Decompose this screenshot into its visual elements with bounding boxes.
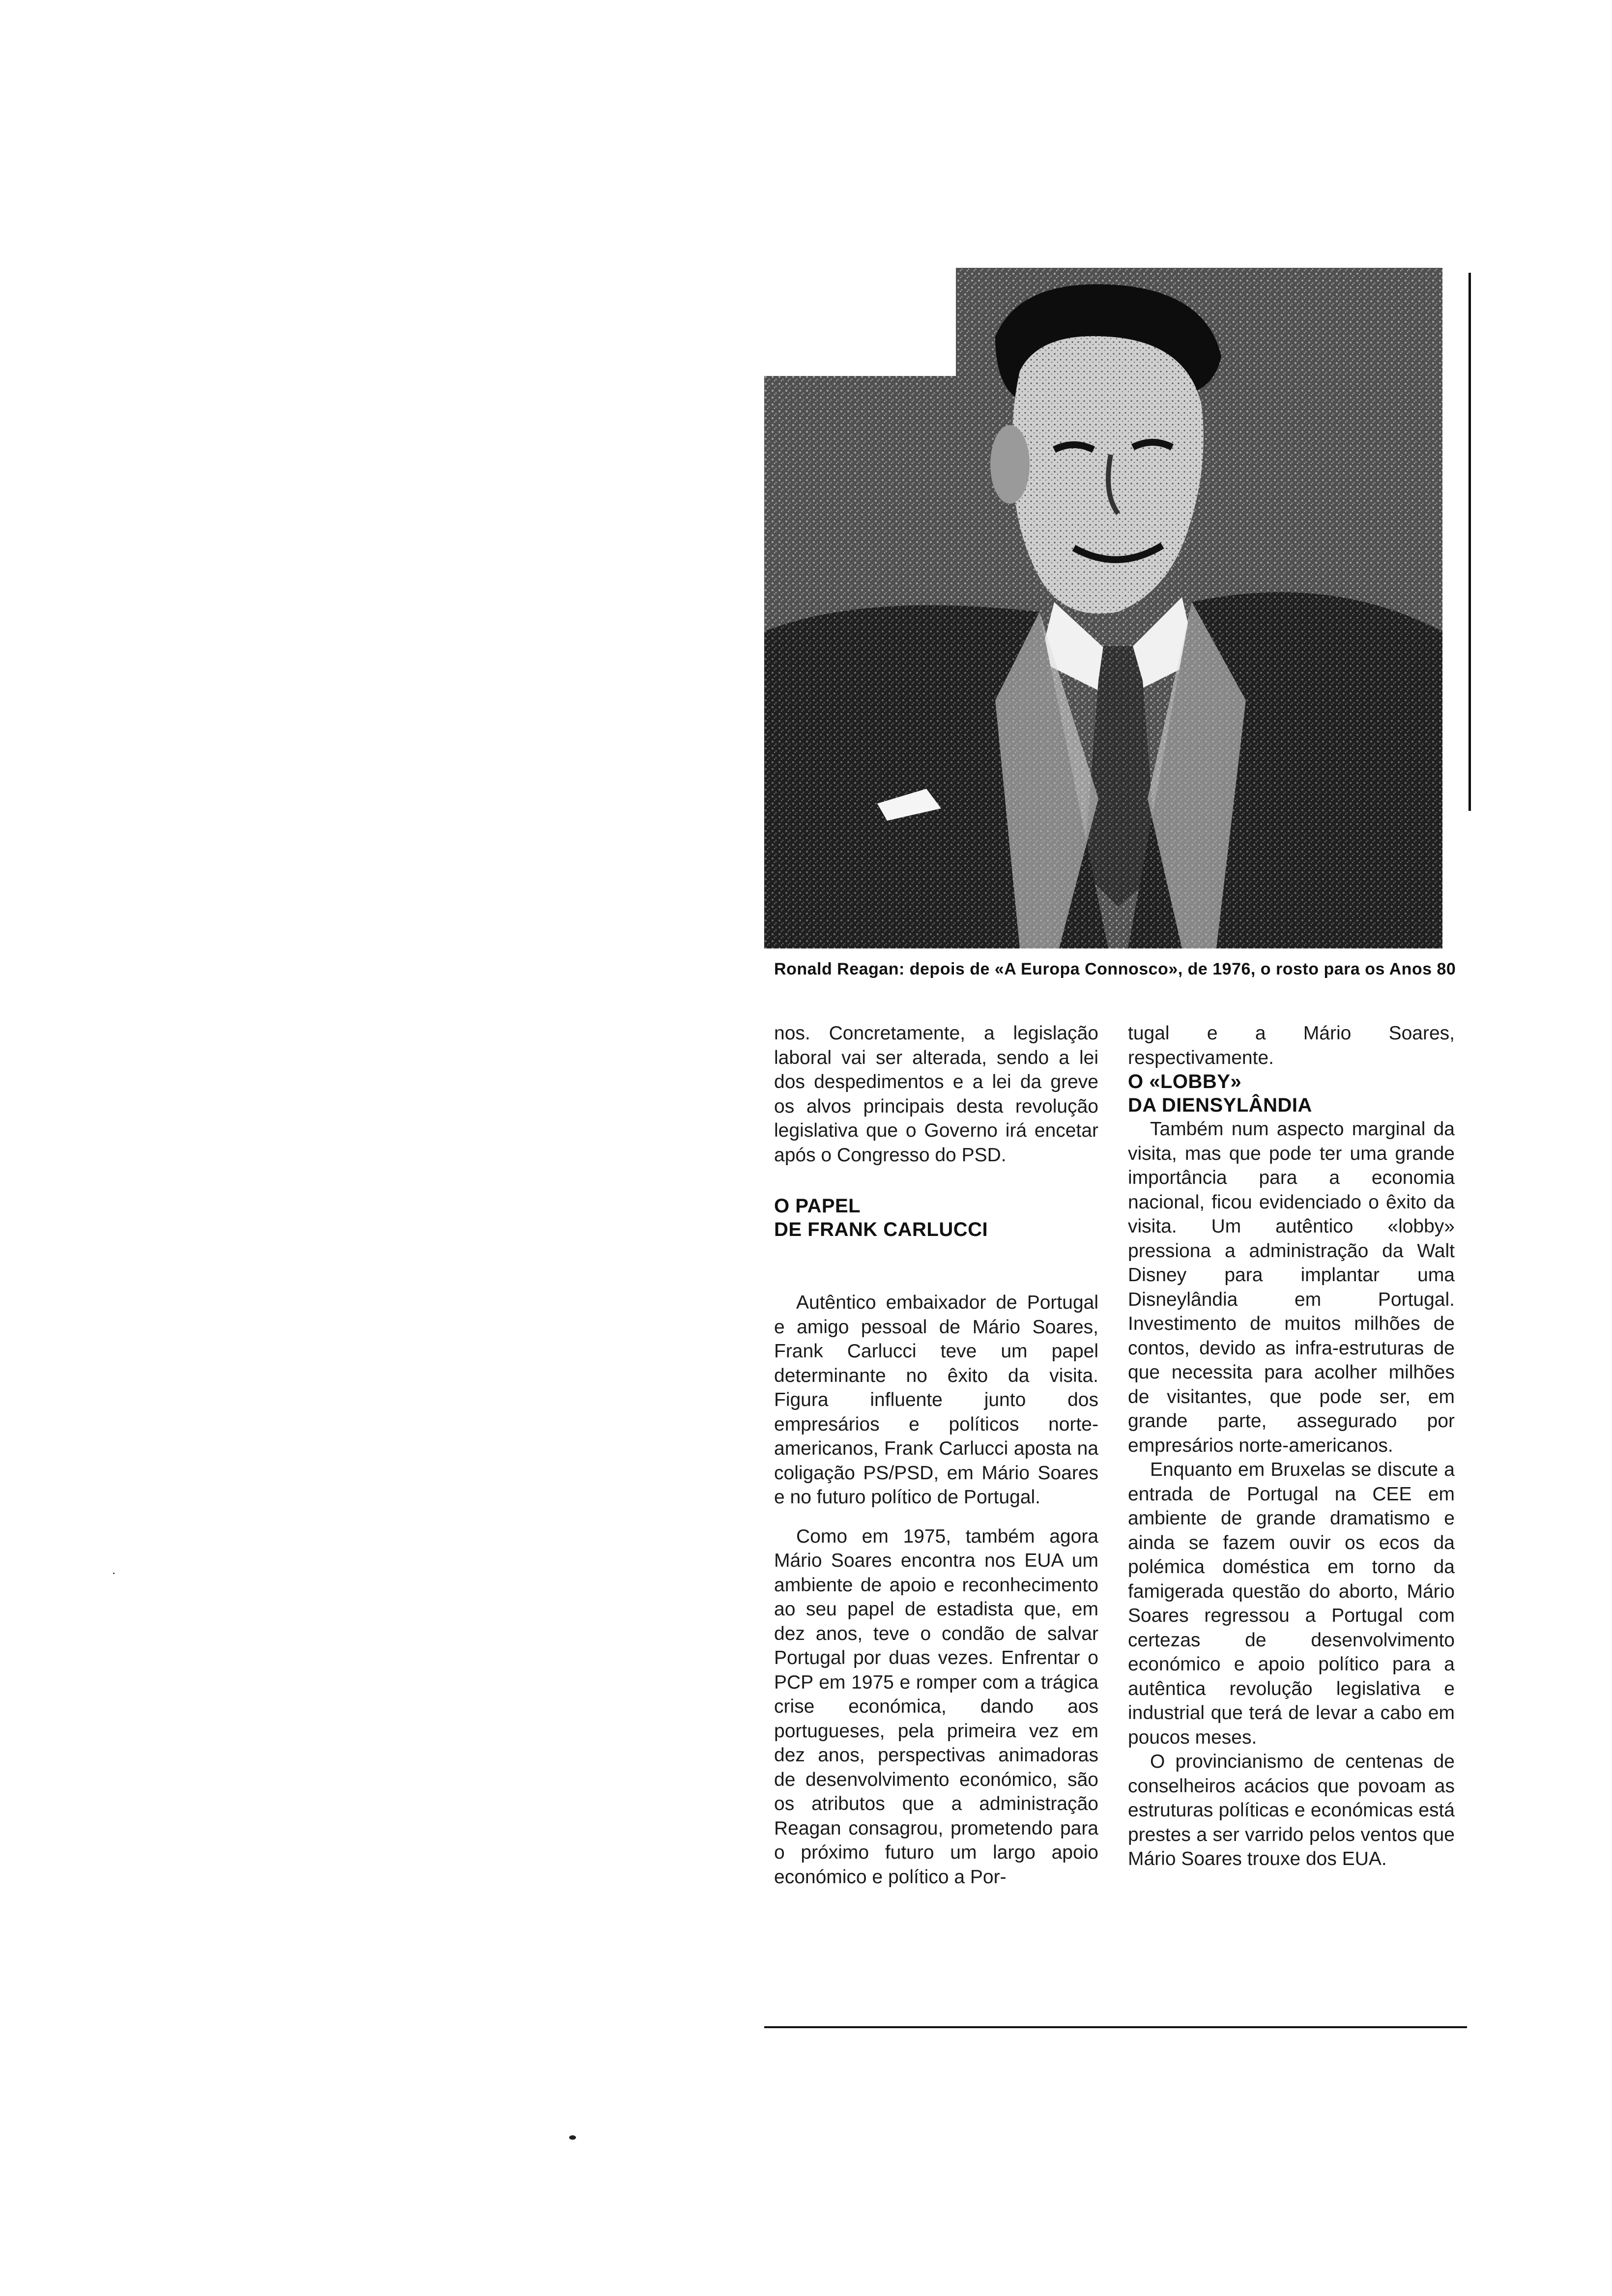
bottom-rule xyxy=(764,2026,1467,2028)
right-paragraph-2: Também num aspecto marginal da visita, mas que pode ter uma grande importância para a economia nacional, ficou evidenciado o êxito da visita. Um autêntico «lobby» pressiona a administração da Walt Disney para implantar uma Disneylândia em Portugal. Investimento de muitos milhões de contos, devido as infra-estruturas de que necessita para acolher milhões de visitantes, que pode ser, em grande parte, assegurado por empresários norte-americanos. xyxy=(1128,1119,1455,1456)
subhead-carlucci-line1: O PAPEL xyxy=(774,1195,861,1217)
column-rule xyxy=(1468,273,1471,811)
right-paragraph-3: Enquanto em Bruxelas se discute a entrada de Portugal na CEE em ambiente de grande dramatismo e ainda se fazem ouvir os ecos da polémica doméstica em torno da famigerada questão do aborto, Mário Soares regressou a Portugal com certezas de desenvolvimento económico e apoio político para a autêntica revolução legislativa e industrial que terá de levar a cabo em poucos meses. xyxy=(1128,1459,1455,1748)
right-column xyxy=(1128,1021,1455,1871)
subhead-lobby-line1: O «LOBBY» xyxy=(1128,1071,1242,1092)
portrait-photo xyxy=(764,258,1442,948)
left-paragraph-1: nos. Concretamente, a legislação laboral vai ser alterada, sendo a lei dos despedimentos e a lei da greve os alvos principais desta revolução legislativa que o Governo irá encetar após o Congresso do PSD. xyxy=(774,1023,1098,1166)
left-paragraph-2: Autêntico embaixador de Portugal e amigo pessoal de Mário Soares, Frank Carlucci teve um papel determinante no êxito da visita. Figura influente junto dos empresários e políticos norte-americanos, Frank Carlucci aposta na coligação PS/PSD, em Mário Soares e no futuro político de Portugal. xyxy=(774,1292,1098,1508)
scan-speck xyxy=(113,1573,115,1574)
right-paragraph-4: O provincianismo de centenas de conselheiros acácios que povoam as estruturas políticas e económicas está prestes a ser varrido pelos ventos que Mário Soares trouxe dos EUA. xyxy=(1128,1751,1455,1869)
scan-speck xyxy=(569,2135,576,2140)
right-paragraph-1: tugal e a Mário Soares, respectivamente. xyxy=(1128,1023,1455,1068)
subhead-carlucci-line2: DE FRANK CARLUCCI xyxy=(774,1219,988,1240)
subhead-lobby-line2: DA DIENSYLÂNDIA xyxy=(1128,1094,1312,1116)
left-paragraph-3: Como em 1975, também agora Mário Soares encontra nos EUA um ambiente de apoio e reconhecimento ao seu papel de estadista que, em dez anos, teve o condão de salvar Portugal por duas vezes. Enfrentar o PCP em 1975 e romper com a trágica crise económica, dando aos portugueses, pela primeira vez em dez anos, perspectivas animadoras de desenvolvimento económico, são os atributos que a administração Reagan consagrou, prometendo para o próximo futuro um largo apoio económico e político a Por- xyxy=(774,1525,1098,1888)
left-column xyxy=(774,1021,1098,1889)
portrait-photo-icon xyxy=(764,258,1442,948)
photo-caption: Ronald Reagan: depois de «A Europa Connosco», de 1976, o rosto para os Anos 80 xyxy=(774,960,1456,978)
scan-speck xyxy=(790,773,792,775)
